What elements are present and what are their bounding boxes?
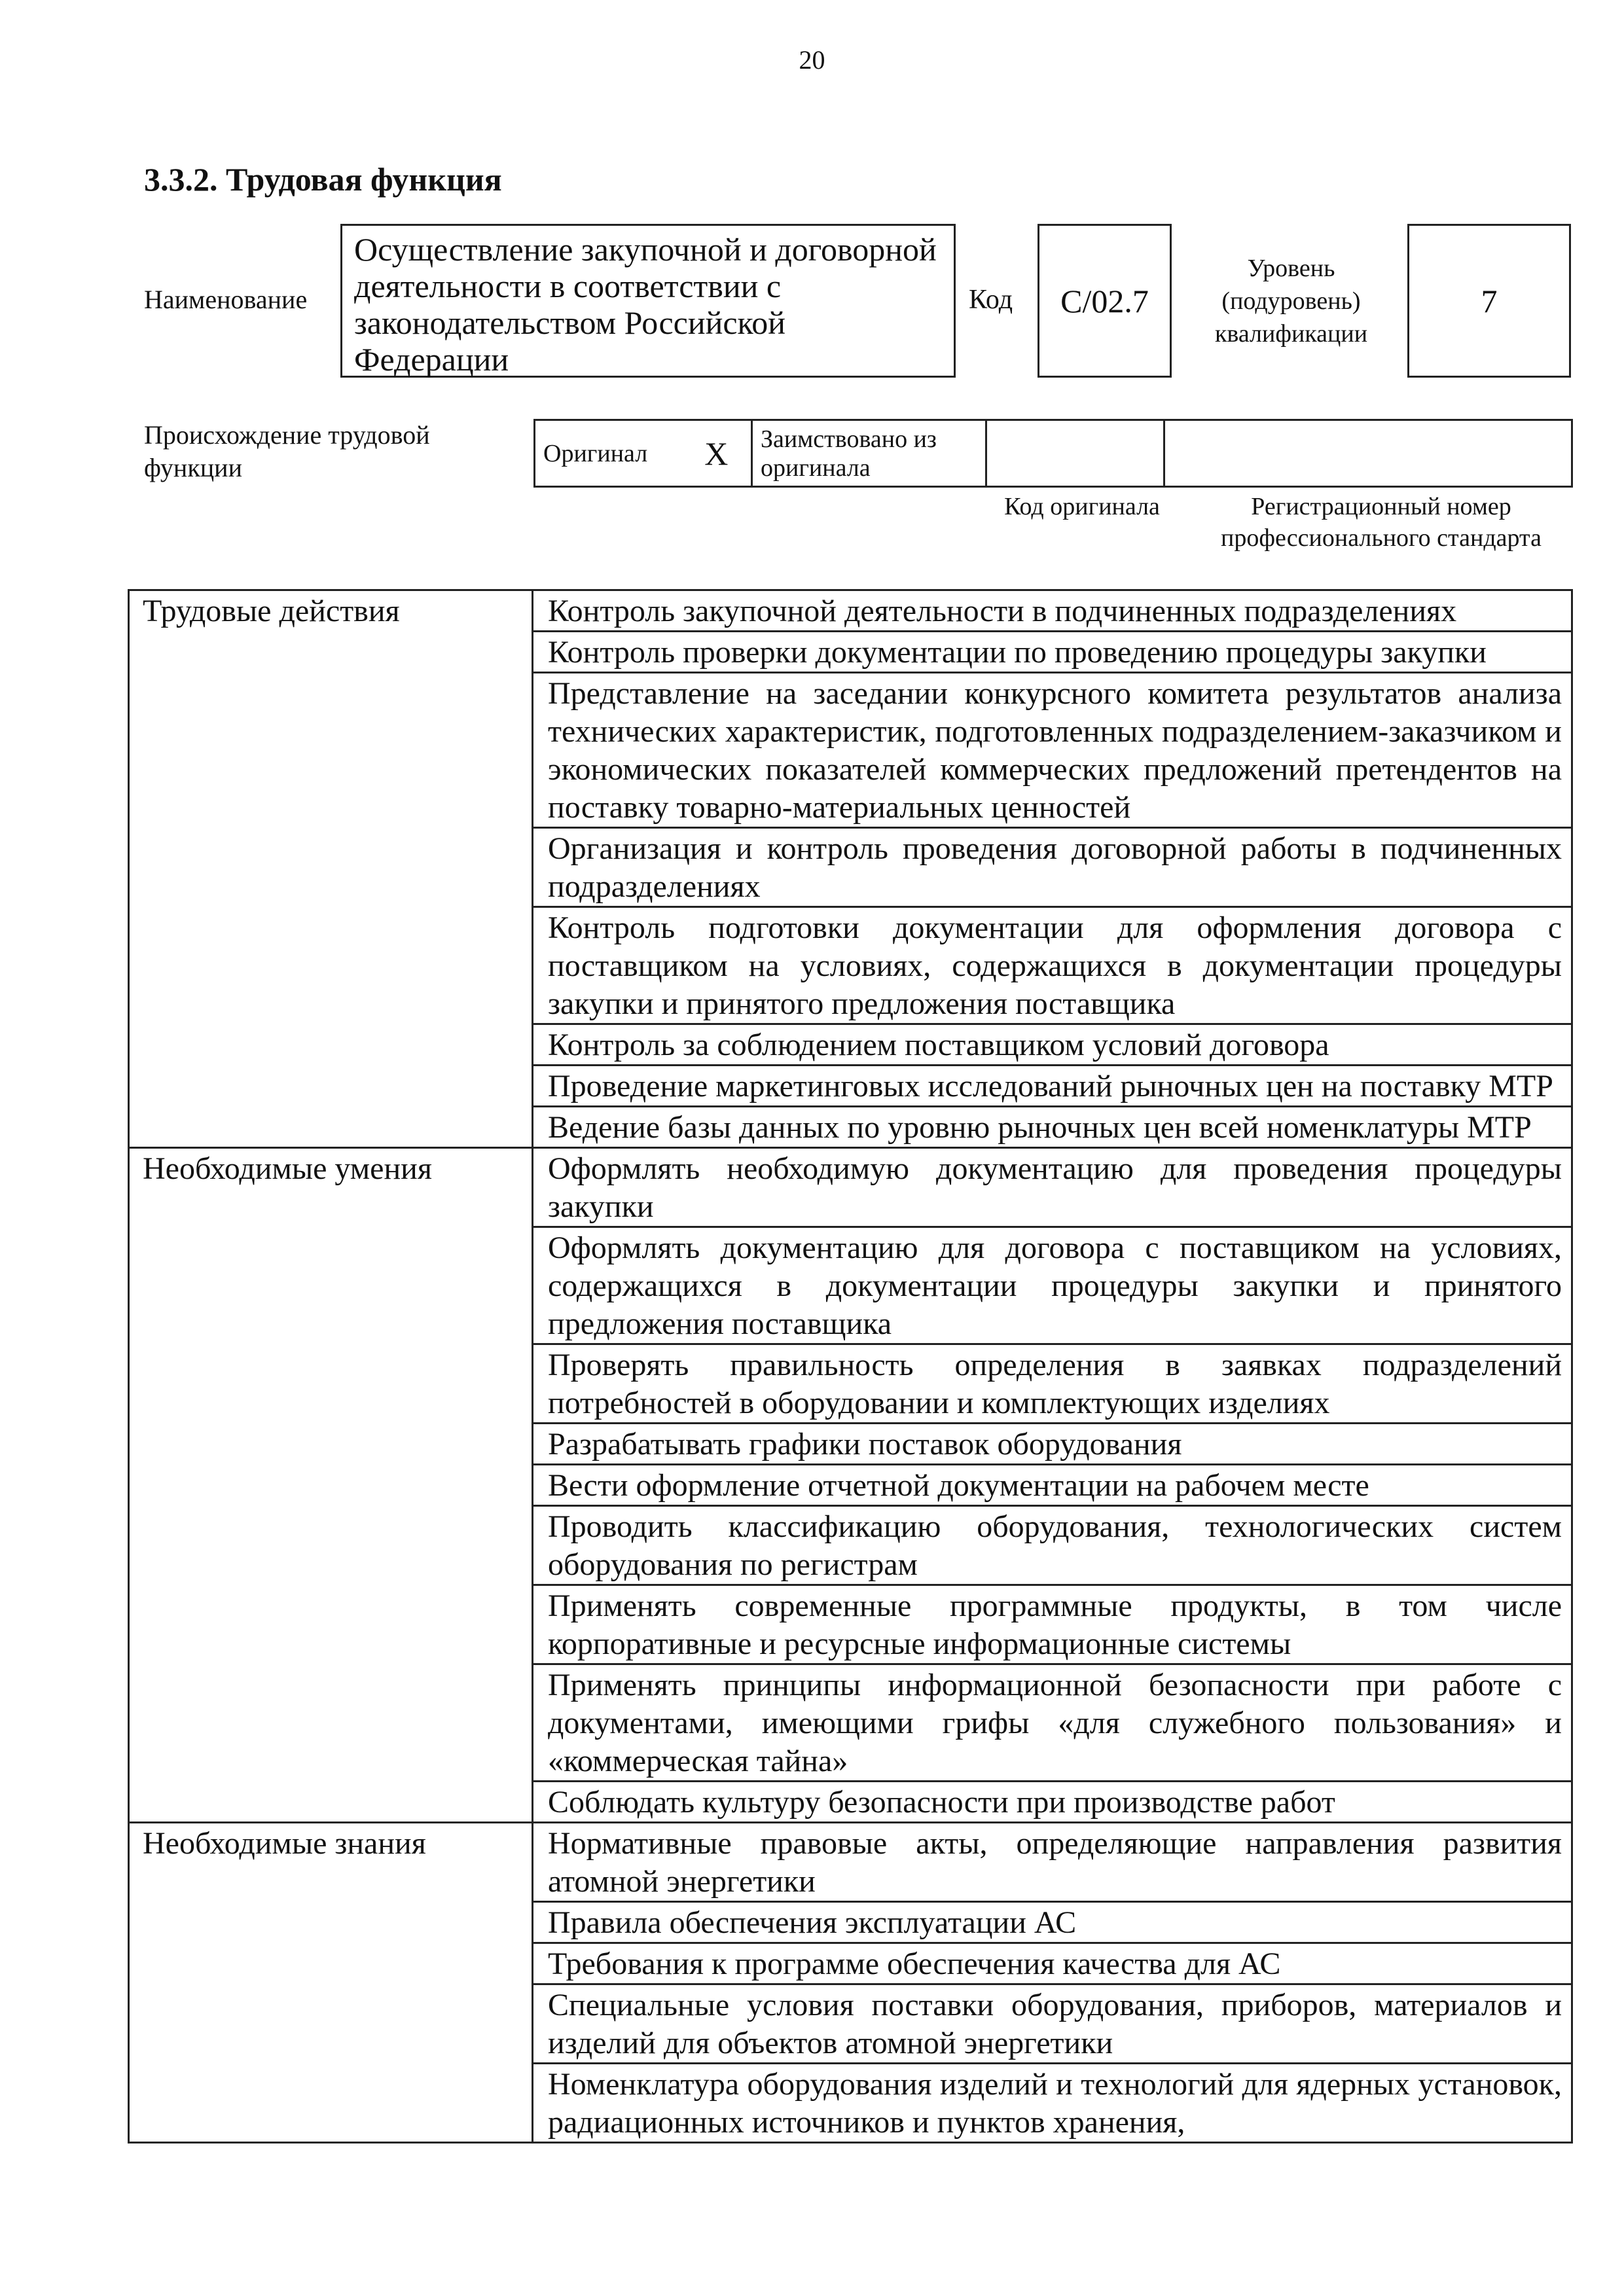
labor-actions-item: Контроль закупочной деятельности в подчиненных подразделениях	[533, 590, 1572, 632]
skills-category: Необходимые умения	[129, 1148, 533, 1823]
skills-item: Оформлять документацию для договора с поставщиком на условиях, содержащихся в документации процедуры закупки и принятого предложения поставщика	[533, 1227, 1572, 1344]
labor-actions-item: Представление на заседании конкурсного комитета результатов анализа технических характеристик, подготовленных подразделением-заказчиком и экономических показателей коммерческих предложений претендентов на поставку товарно-материальных ценностей	[533, 673, 1572, 828]
function-name-box: Осуществление закупочной и договорной деятельности в соответствии с законодательством Российской Федерации	[340, 224, 956, 378]
knowledge-item: Правила обеспечения эксплуатации АС	[533, 1902, 1572, 1943]
skills-item: Разрабатывать графики поставок оборудования	[533, 1424, 1572, 1465]
origin-label: Происхождение трудовой функции	[144, 420, 430, 482]
labor-actions-item: Проведение маркетинговых исследований рыночных цен на поставку МТР	[533, 1066, 1572, 1107]
knowledge-category: Необходимые знания	[129, 1823, 533, 2143]
level-label: Уровень (подуровень) квалификации	[1214, 255, 1368, 348]
labor-actions-item: Контроль за соблюдением поставщиком условий договора	[533, 1024, 1572, 1066]
skills-item: Оформлять необходимую документацию для проведения процедуры закупки	[533, 1148, 1572, 1227]
labor-actions-item: Организация и контроль проведения договорной работы в подчиненных подразделениях	[533, 828, 1572, 907]
knowledge-item: Требования к программе обеспечения качества для АС	[533, 1943, 1572, 1984]
knowledge-item: Нормативные правовые акты, определяющие направления развития атомной энергетики	[533, 1823, 1572, 1902]
code-original-cell	[986, 420, 1164, 487]
borrowed-label: Заимствовано из оригинала	[752, 420, 986, 487]
competency-table	[128, 589, 1573, 2144]
skills-item: Применять современные программные продукты, в том числе корпоративные и ресурсные информационные системы	[533, 1585, 1572, 1664]
name-label: Наименование	[144, 285, 308, 314]
knowledge-item: Номенклатура оборудования изделий и технологий для ядерных установок, радиационных источников и пунктов хранения,	[533, 2064, 1572, 2143]
labor-actions-category: Трудовые действия	[129, 590, 533, 1148]
table-row	[129, 590, 1572, 632]
skills-item: Применять принципы информационной безопасности при работе с документами, имеющими грифы «для служебного пользования» и «коммерческая тайна»	[533, 1664, 1572, 1782]
labor-actions-item: Ведение базы данных по уровню рыночных цен всей номенклатуры МТР	[533, 1107, 1572, 1148]
page-number: 20	[799, 45, 825, 75]
skills-item: Проводить классификацию оборудования, технологических систем оборудования по регистрам	[533, 1506, 1572, 1585]
table-row	[129, 1148, 1572, 1227]
table-row	[129, 1823, 1572, 1902]
competency-table-body	[129, 590, 1572, 2143]
knowledge-item: Специальные условия поставки оборудования, приборов, материалов и изделий для объектов атомной энергетики	[533, 1984, 1572, 2064]
section-title: 3.3.2. Трудовая функция	[144, 161, 502, 198]
reg-number-cell	[1164, 420, 1572, 487]
skills-item: Соблюдать культуру безопасности при производстве работ	[533, 1782, 1572, 1823]
reg-number-caption: Регистрационный номер профессионального стандарта	[1221, 493, 1542, 552]
skills-item: Проверять правильность определения в заявках подразделений потребностей в оборудовании и комплектующих изделиях	[533, 1344, 1572, 1424]
original-label: Оригинал	[535, 420, 682, 487]
code-original-caption: Код оригинала	[1004, 493, 1160, 520]
level-value-box: 7	[1407, 224, 1571, 378]
labor-actions-item: Контроль проверки документации по проведению процедуры закупки	[533, 632, 1572, 673]
code-value-box: C/02.7	[1038, 224, 1172, 378]
labor-actions-item: Контроль подготовки документации для оформления договора с поставщиком на условиях, содержащихся в документации процедуры закупки и принятого предложения поставщика	[533, 907, 1572, 1024]
origin-table	[533, 419, 1573, 488]
original-mark: X	[682, 420, 752, 487]
code-label: Код	[969, 285, 1013, 315]
skills-item: Вести оформление отчетной документации на рабочем месте	[533, 1465, 1572, 1506]
